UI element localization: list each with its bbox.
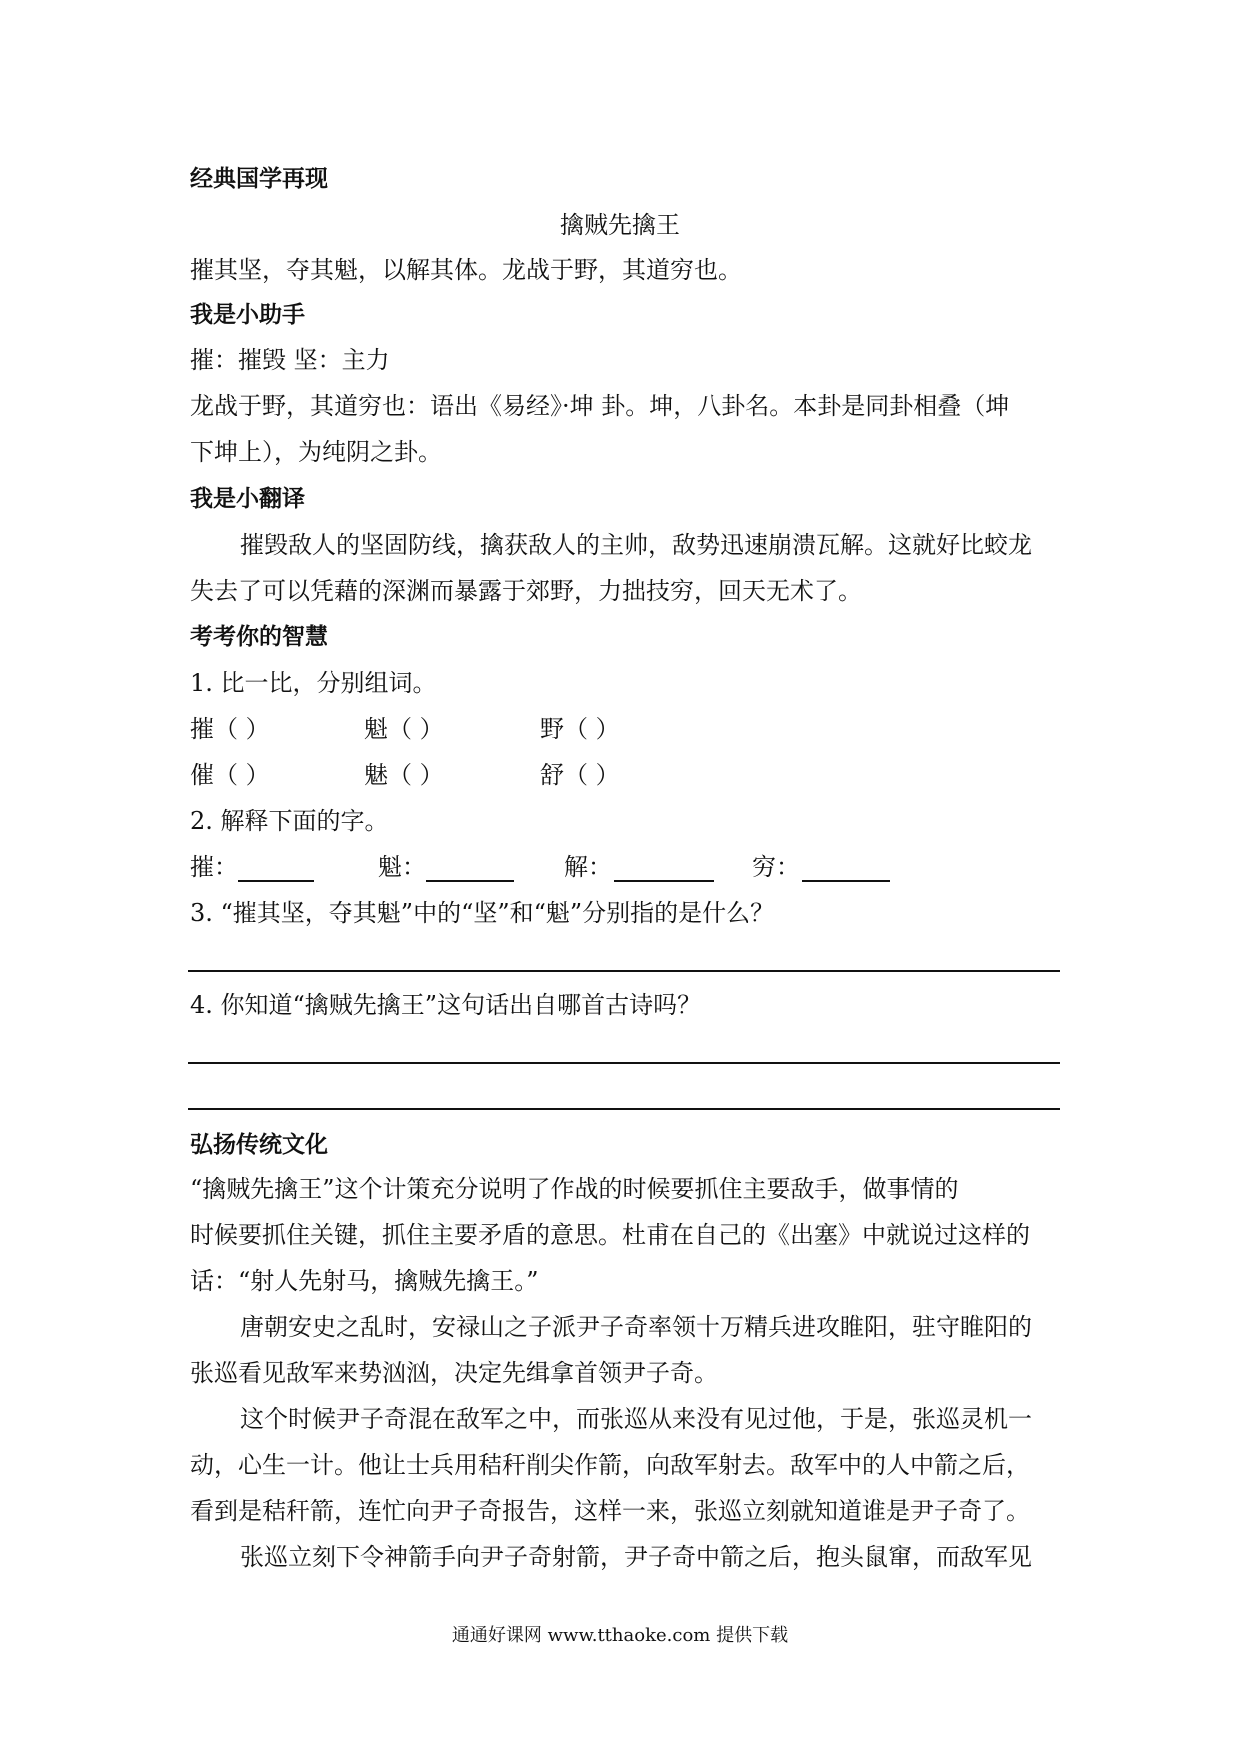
helper-line-3: 下坤上），为纯阴之卦。 — [190, 438, 442, 466]
culture-p1-line-1: “擒贼先擒王”这个计策充分说明了作战的时候要抓住主要敌手，做事情的 — [190, 1175, 959, 1203]
culture-p4-line-1: 张巡立刻下令神箭手向尹子奇射箭，尹子奇中箭之后，抱头鼠窜，而敌军见 — [240, 1543, 1032, 1571]
answer-blank[interactable] — [614, 880, 714, 882]
culture-p3-line-3: 看到是秸秆箭，连忙向尹子奇报告，这样一来，张巡立刻就知道谁是尹子奇了。 — [190, 1497, 1030, 1525]
quiz-question-3: 3. “摧其坚，夺其魁”中的“坚”和“魁”分别指的是什么？ — [190, 899, 775, 927]
translate-line-2: 失去了可以凭藉的深渊而暴露于郊野，力拙技穷，回天无术了。 — [190, 577, 862, 605]
quiz-question-4: 4. 你知道“擒贼先擒王”这句话出自哪首古诗吗？ — [190, 991, 702, 1019]
section-heading-classics: 经典国学再现 — [190, 166, 328, 192]
compare-word: 摧（ ） — [190, 715, 270, 743]
explain-char-label: 摧： — [190, 853, 238, 881]
culture-p3-line-2: 动，心生一计。他让士兵用秸秆削尖作箭，向敌军射去。敌军中的人中箭之后， — [190, 1451, 1030, 1479]
answer-blank[interactable] — [238, 880, 314, 882]
section-heading-helper: 我是小助手 — [190, 302, 305, 328]
answer-line[interactable] — [188, 1062, 1060, 1064]
compare-word: 野（ ） — [540, 715, 620, 743]
culture-p1-line-3: 话：“射人先射马，擒贼先擒王。” — [190, 1267, 539, 1295]
section-heading-quiz: 考考你的智慧 — [190, 624, 328, 650]
quiz-question-1: 1. 比一比，分别组词。 — [190, 669, 437, 697]
compare-word: 舒（ ） — [540, 761, 620, 789]
classic-title: 擒贼先擒王 — [560, 211, 680, 239]
compare-word: 催（ ） — [190, 761, 270, 789]
culture-p2-line-1: 唐朝安史之乱时，安禄山之子派尹子奇率领十万精兵进攻睢阳，驻守睢阳的 — [240, 1313, 1032, 1341]
section-heading-culture: 弘扬传统文化 — [190, 1132, 328, 1158]
answer-line[interactable] — [188, 970, 1060, 972]
section-heading-translate: 我是小翻译 — [190, 486, 305, 512]
answer-line[interactable] — [188, 1108, 1060, 1110]
helper-line-2: 龙战于野，其道穷也：语出《易经》·坤 卦。坤，八卦名。本卦是同卦相叠（坤 — [190, 392, 1010, 420]
explain-char-label: 穷： — [752, 853, 800, 881]
culture-p3-line-1: 这个时候尹子奇混在敌军之中，而张巡从来没有见过他，于是，张巡灵机一 — [240, 1405, 1032, 1433]
answer-blank[interactable] — [426, 880, 514, 882]
compare-word: 魁（ ） — [364, 715, 444, 743]
answer-blank[interactable] — [802, 880, 890, 882]
classic-text: 摧其坚，夺其魁，以解其体。龙战于野，其道穷也。 — [190, 256, 742, 284]
quiz-question-2: 2. 解释下面的字。 — [190, 807, 389, 835]
culture-p2-line-2: 张巡看见敌军来势汹汹，决定先缉拿首领尹子奇。 — [190, 1359, 718, 1387]
compare-word: 魅（ ） — [364, 761, 444, 789]
helper-line-1: 摧：摧毁 坚：主力 — [190, 346, 390, 374]
explain-char-label: 解： — [564, 853, 612, 881]
page-footer: 通通好课网 www.tthaoke.com 提供下载 — [451, 1625, 789, 1646]
translate-line-1: 摧毁敌人的坚固防线，擒获敌人的主帅，敌势迅速崩溃瓦解。这就好比蛟龙 — [240, 531, 1032, 559]
explain-char-label: 魁： — [378, 853, 426, 881]
culture-p1-line-2: 时候要抓住关键，抓住主要矛盾的意思。杜甫在自己的《出塞》中就说过这样的 — [190, 1221, 1030, 1249]
